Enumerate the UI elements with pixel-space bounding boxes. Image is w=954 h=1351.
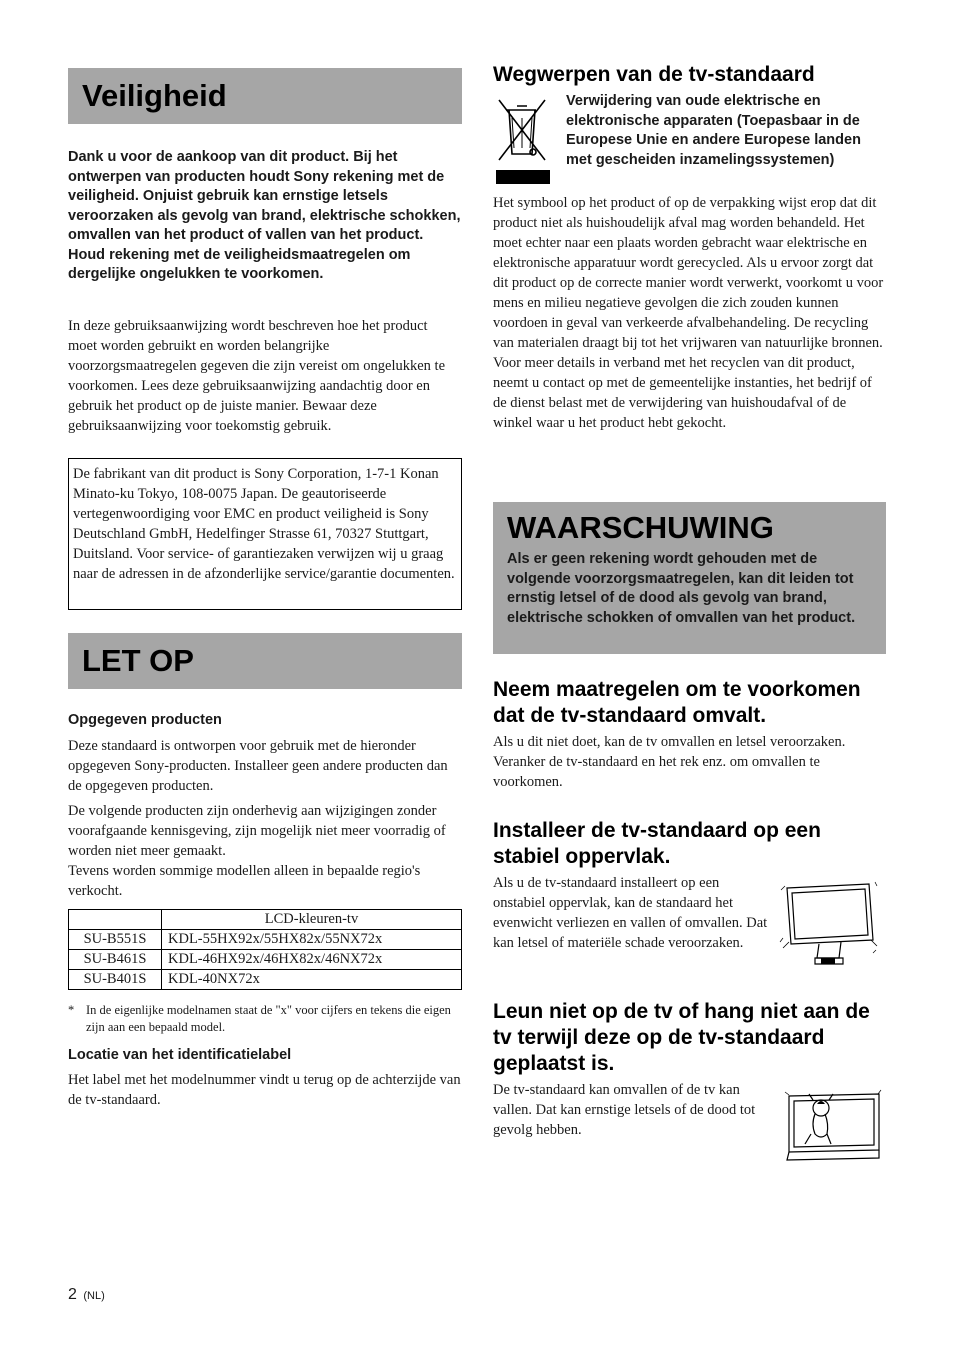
table-cell-model: SU-B551S <box>69 930 162 950</box>
table-header-cell <box>69 910 162 930</box>
page-footer <box>68 1286 105 1304</box>
stable-illustration <box>779 878 879 968</box>
letop-title: LET OP <box>82 643 194 678</box>
veiligheid-paragraph: In deze gebruiksaanwijzing wordt beschreven hoe het product moet worden gebruikt en worden belangrijke voorzorgsmaatregelen gegeven die zijn vereist om ongelukken te voorkomen. Lees deze gebruiksaanwijzing aandachtig door en gebruik het product op de juiste manier. Bewaar deze gebruiksaanwijzing voor toekomstig gebruik. <box>68 318 445 434</box>
table-cell-model: SU-B461S <box>69 950 162 970</box>
label-heading: Locatie van het identificatielabel <box>68 1047 292 1063</box>
page-language: (NL) <box>83 1290 105 1302</box>
table-cell-tv: KDL-46HX92x/46HX82x/46NX72x <box>162 950 462 970</box>
warning-text: Als er geen rekening wordt gehouden met de volgende voorzorgsmaatregelen, kan dit leiden tot ernstig letsel of de dood als gevolg van brand, elektrische schokken of omvallen van het product. <box>507 551 856 626</box>
lean-heading: Leun niet op de tv of hang niet aan de tv terwijl deze op de tv-standaard geplaatst is. <box>493 1000 870 1075</box>
products-paragraph-2: De volgende producten zijn onderhevig aan wijzigingen zonder voorafgaande kennisgeving, zijn mogelijk niet meer voorradig of worden niet meer gemaakt. <box>68 803 446 859</box>
child-hanging-on-tv-icon <box>783 1086 883 1170</box>
tip-over-text: Als u dit niet doet, kan de tv omvallen en letsel veroorzaken. Veranker de tv-standaard en het rek enz. om omvallen te voorkomen. <box>493 734 846 790</box>
stable-text: Als u de tv-standaard installeert op een onstabiel oppervlak, kan de standaard het evenwicht verliezen en vallen of omvallen. Dat kan letsel of materiële schade veroorzaken. <box>493 875 768 951</box>
letop-banner <box>68 633 462 689</box>
tip-over-heading: Neem maatregelen om te voorkomen dat de tv-standaard omvalt. <box>493 678 861 727</box>
table-row <box>69 930 462 950</box>
footnote-mark: * <box>68 1003 75 1017</box>
page-number: 2 <box>68 1286 77 1303</box>
warning-banner <box>493 502 886 654</box>
table-header-cell: LCD-kleuren-tv <box>162 910 462 930</box>
weee-icon <box>493 96 551 186</box>
manufacturer-text: De fabrikant van dit product is Sony Corporation, 1-7-1 Konan Minato-ku Tokyo, 108-0075 Japan. De geautoriseerde vertegenwoordiging voor EMC en product veiligheid is Sony Deutschland GmbH, Hedelfinger Strasse 61, 70327 Stuttgart, Duitsland. Voor service- of garantiezaken verwijzen wij u graag naar de adressen in de afzonderlijke service/garantie documenten. <box>73 466 455 582</box>
table-header-row <box>69 910 462 930</box>
table-cell-model: SU-B401S <box>69 970 162 990</box>
veiligheid-banner <box>68 68 462 124</box>
products-paragraph-3: Tevens worden sommige modellen alleen in bepaalde regio's verkocht. <box>68 863 421 899</box>
disposal-paragraph: Het symbool op het product of op de verpakking wijst erop dat dit product niet als huishoudelijk afval mag worden behandeld. Het moet echter naar een plaats worden gebracht waar elektrische en elektronische apparatuur wordt gerecycled. Als u ervoor zorgt dat dit product op de correcte manier wordt verwerkt, voorkomt u voor mens en milieu negatieve gevolgen die zich zouden kunnen voordoen in geval van verkeerde afvalbehandeling. De recycling van materialen draagt bij tot het vrijwaren van natuurlijke bronnen. Voor meer details in verband met het recyclen van dit product, neemt u contact op met de gemeentelijke instanties, het bedrijf of de dienst belast met de verwijdering van huishoudafval of de winkel waar u het product hebt gekocht. <box>493 195 884 431</box>
products-paragraph-1: Deze standaard is ontworpen voor gebruik met de hieronder opgegeven Sony-producten. Installeer geen andere producten dan de opgegeven producten. <box>68 738 448 794</box>
table-cell-tv: KDL-55HX92x/55HX82x/55NX72x <box>162 930 462 950</box>
crossed-out-wheelie-bin-icon <box>493 96 551 186</box>
models-table <box>68 909 462 990</box>
lean-text: De tv-standaard kan omvallen of de tv kan vallen. Dat kan ernstige letsels of de dood tot gevolg hebben. <box>493 1082 756 1138</box>
disposal-bold-text: Verwijdering van oude elektrische en elektronische apparaten (Toepasbaar in de Europese Unie en andere Europese landen met gescheiden inzamelingssystemen) <box>566 93 861 168</box>
tilting-tv-icon <box>779 878 879 968</box>
products-heading: Opgegeven producten <box>68 712 222 728</box>
stable-heading: Installeer de tv-standaard op een stabiel oppervlak. <box>493 819 821 868</box>
veiligheid-title: Veiligheid <box>82 78 227 113</box>
table-row <box>69 970 462 990</box>
warning-title: WAARSCHUWING <box>507 510 774 545</box>
label-text: Het label met het modelnummer vindt u terug op de achterzijde van de tv-standaard. <box>68 1072 461 1108</box>
veiligheid-intro: Dank u voor de aankoop van dit product. Bij het ontwerpen van producten houdt Sony rekening met de veiligheid. Onjuist gebruik kan ernstige letsels veroorzaken als gevolg van brand, elektrische schokken, omvallen van het product of vallen van het product. Houd rekening met de veiligheidsmaatregelen om dergelijke ongelukken te voorkomen. <box>68 149 461 282</box>
footnote-text: In de eigenlijke modelnamen staat de "x" voor cijfers en tekens die eigen zijn aan een bepaald model. <box>86 1003 451 1034</box>
disposal-heading: Wegwerpen van de tv-standaard <box>493 63 815 86</box>
table-row <box>69 950 462 970</box>
manufacturer-box <box>68 458 462 610</box>
table-cell-tv: KDL-40NX72x <box>162 970 462 990</box>
lean-illustration <box>783 1086 883 1170</box>
